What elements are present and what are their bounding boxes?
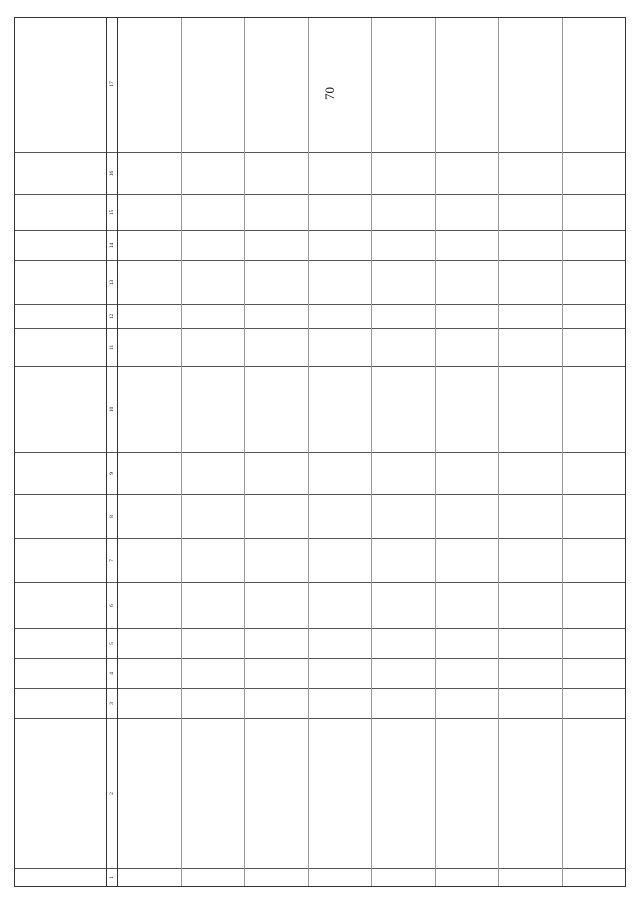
floors-cell xyxy=(436,658,499,688)
address-cell xyxy=(182,718,245,868)
column-number: 17 xyxy=(109,81,115,87)
plan-year-cell xyxy=(245,230,308,260)
entrances-cell xyxy=(309,628,372,658)
specific-cost-cell xyxy=(182,152,245,194)
living-area-cell xyxy=(436,494,499,538)
total-area-cell xyxy=(309,538,372,582)
max-cost-cell xyxy=(182,17,245,152)
header-cell xyxy=(15,718,106,868)
residents-cell xyxy=(436,452,499,494)
entrances-cell xyxy=(372,628,435,658)
address-cell xyxy=(245,718,308,868)
specific-cost-cell xyxy=(309,152,372,194)
header-cell xyxy=(15,452,106,494)
work-year-cell xyxy=(499,194,562,230)
table-header-row xyxy=(15,18,107,886)
column-number: 11 xyxy=(107,328,117,366)
specific-cost-cell xyxy=(245,152,308,194)
living-area-cell xyxy=(182,494,245,538)
work-year-cell xyxy=(563,194,626,230)
address-cell xyxy=(372,718,435,868)
residents-cell xyxy=(118,452,181,494)
total-area-cell xyxy=(245,538,308,582)
works-list-cell xyxy=(436,366,499,452)
max-cost-cell xyxy=(499,17,562,152)
specific-cost-cell xyxy=(118,152,181,194)
column-number: 3 xyxy=(107,688,117,718)
unit-cell xyxy=(436,304,499,328)
work-year-cell xyxy=(118,194,181,230)
residents-cell xyxy=(309,452,372,494)
residents-cell xyxy=(372,452,435,494)
year-cell xyxy=(499,688,562,718)
works-list-cell xyxy=(563,366,626,452)
total-area-cell xyxy=(436,538,499,582)
column-number: 13 xyxy=(107,260,117,304)
living-area-cell xyxy=(499,494,562,538)
header-cell xyxy=(15,538,106,582)
works-list-cell xyxy=(499,366,562,452)
header-cell xyxy=(15,328,106,366)
plan-year-cell xyxy=(563,230,626,260)
floors-cell xyxy=(245,658,308,688)
volume-cell xyxy=(182,328,245,366)
wall-material-cell xyxy=(245,582,308,628)
column-number: 5 xyxy=(107,628,117,658)
rotated-table-sheet xyxy=(14,17,626,887)
wall-material-cell xyxy=(309,582,372,628)
cost-cell xyxy=(245,260,308,304)
header-cell xyxy=(15,304,106,328)
unit-cell xyxy=(245,304,308,328)
entrances-cell xyxy=(182,628,245,658)
cost-cell xyxy=(118,260,181,304)
volume-cell xyxy=(499,328,562,366)
unit-cell xyxy=(499,304,562,328)
plan-year-cell xyxy=(182,230,245,260)
table-row xyxy=(309,18,373,886)
total-area-cell xyxy=(372,538,435,582)
mkd-table xyxy=(14,17,626,887)
column-number: 8 xyxy=(107,494,117,538)
table-row xyxy=(182,18,246,886)
cost-cell xyxy=(372,260,435,304)
row-number xyxy=(182,868,245,886)
living-area-cell xyxy=(309,494,372,538)
unit-cell xyxy=(182,304,245,328)
floors-cell xyxy=(309,658,372,688)
specific-cost-cell xyxy=(436,152,499,194)
column-number: 9 xyxy=(107,452,117,494)
wall-material-cell xyxy=(436,582,499,628)
residents-cell xyxy=(182,452,245,494)
entrances-cell xyxy=(118,628,181,658)
header-cell xyxy=(15,688,106,718)
specific-cost-cell xyxy=(372,152,435,194)
column-number: 12 xyxy=(107,304,117,328)
specific-cost-cell xyxy=(499,152,562,194)
works-list-cell xyxy=(309,366,372,452)
volume-cell xyxy=(436,328,499,366)
cost-cell xyxy=(563,260,626,304)
table-row xyxy=(372,18,436,886)
works-list-cell xyxy=(182,366,245,452)
unit-cell xyxy=(118,304,181,328)
header-cell xyxy=(15,582,106,628)
header-cell xyxy=(15,152,106,194)
row-number xyxy=(563,868,626,886)
max-cost-cell xyxy=(309,17,372,152)
wall-material-cell xyxy=(499,582,562,628)
work-year-cell xyxy=(309,194,372,230)
plan-year-cell xyxy=(372,230,435,260)
total-area-cell xyxy=(182,538,245,582)
max-cost-cell xyxy=(118,17,181,152)
works-list-cell xyxy=(118,366,181,452)
max-cost-cell xyxy=(372,17,435,152)
table-body xyxy=(118,18,625,886)
wall-material-cell xyxy=(563,582,626,628)
column-number: 2 xyxy=(107,718,117,868)
header-cell xyxy=(15,658,106,688)
unit-cell xyxy=(372,304,435,328)
floors-cell xyxy=(563,658,626,688)
column-number: 7 xyxy=(107,538,117,582)
cost-cell xyxy=(309,260,372,304)
column-number: 6 xyxy=(107,582,117,628)
plan-year-cell xyxy=(499,230,562,260)
living-area-cell xyxy=(563,494,626,538)
table-row xyxy=(436,18,500,886)
table-row xyxy=(563,18,626,886)
work-year-cell xyxy=(245,194,308,230)
table-row xyxy=(245,18,309,886)
living-area-cell xyxy=(118,494,181,538)
volume-cell xyxy=(118,328,181,366)
plan-year-cell xyxy=(309,230,372,260)
header-cell xyxy=(15,868,106,886)
address-cell xyxy=(436,718,499,868)
row-number xyxy=(309,868,372,886)
address-cell xyxy=(309,718,372,868)
row-number xyxy=(499,868,562,886)
residents-cell xyxy=(563,452,626,494)
volume-cell xyxy=(372,328,435,366)
wall-material-cell xyxy=(182,582,245,628)
year-cell xyxy=(563,688,626,718)
residents-cell xyxy=(245,452,308,494)
header-cell xyxy=(15,494,106,538)
column-number: 4 xyxy=(107,658,117,688)
plan-year-cell xyxy=(118,230,181,260)
wall-material-cell xyxy=(118,582,181,628)
floors-cell xyxy=(372,658,435,688)
total-area-cell xyxy=(563,538,626,582)
year-cell xyxy=(372,688,435,718)
row-number xyxy=(245,868,308,886)
living-area-cell xyxy=(372,494,435,538)
volume-cell xyxy=(309,328,372,366)
cost-cell xyxy=(436,260,499,304)
row-number xyxy=(436,868,499,886)
entrances-cell xyxy=(499,628,562,658)
entrances-cell xyxy=(245,628,308,658)
year-cell xyxy=(309,688,372,718)
wall-material-cell xyxy=(372,582,435,628)
floors-cell xyxy=(499,658,562,688)
specific-cost-cell xyxy=(563,152,626,194)
floors-cell xyxy=(182,658,245,688)
unit-cell xyxy=(563,304,626,328)
year-cell xyxy=(436,688,499,718)
header-cell xyxy=(15,194,106,230)
total-area-cell xyxy=(499,538,562,582)
column-number: 14 xyxy=(107,230,117,260)
column-number: 16 xyxy=(107,152,117,194)
entrances-cell xyxy=(563,628,626,658)
residents-cell xyxy=(499,452,562,494)
max-cost-cell xyxy=(245,17,308,152)
floors-cell xyxy=(118,658,181,688)
row-number xyxy=(118,868,181,886)
header-cell xyxy=(15,230,106,260)
table-row xyxy=(499,18,563,886)
max-cost-cell xyxy=(436,17,499,152)
works-list-cell xyxy=(245,366,308,452)
column-number: 1 xyxy=(107,868,117,886)
header-cell xyxy=(15,17,106,152)
max-cost-cell xyxy=(563,17,626,152)
unit-cell xyxy=(309,304,372,328)
year-cell xyxy=(245,688,308,718)
table-row xyxy=(118,18,182,886)
address-cell xyxy=(563,718,626,868)
entrances-cell xyxy=(436,628,499,658)
header-cell xyxy=(15,366,106,452)
year-cell xyxy=(118,688,181,718)
header-cell xyxy=(15,260,106,304)
column-number-row xyxy=(107,18,118,886)
volume-cell xyxy=(563,328,626,366)
year-cell xyxy=(182,688,245,718)
work-year-cell xyxy=(182,194,245,230)
header-cell xyxy=(15,628,106,658)
page-number: 70 xyxy=(322,87,337,100)
plan-year-cell xyxy=(436,230,499,260)
total-area-cell xyxy=(118,538,181,582)
work-year-cell xyxy=(372,194,435,230)
address-cell xyxy=(499,718,562,868)
cost-cell xyxy=(499,260,562,304)
living-area-cell xyxy=(245,494,308,538)
work-year-cell xyxy=(436,194,499,230)
column-number: 15 xyxy=(107,194,117,230)
column-number: 10 xyxy=(107,366,117,452)
works-list-cell xyxy=(372,366,435,452)
address-cell xyxy=(118,718,181,868)
row-number xyxy=(372,868,435,886)
cost-cell xyxy=(182,260,245,304)
volume-cell xyxy=(245,328,308,366)
